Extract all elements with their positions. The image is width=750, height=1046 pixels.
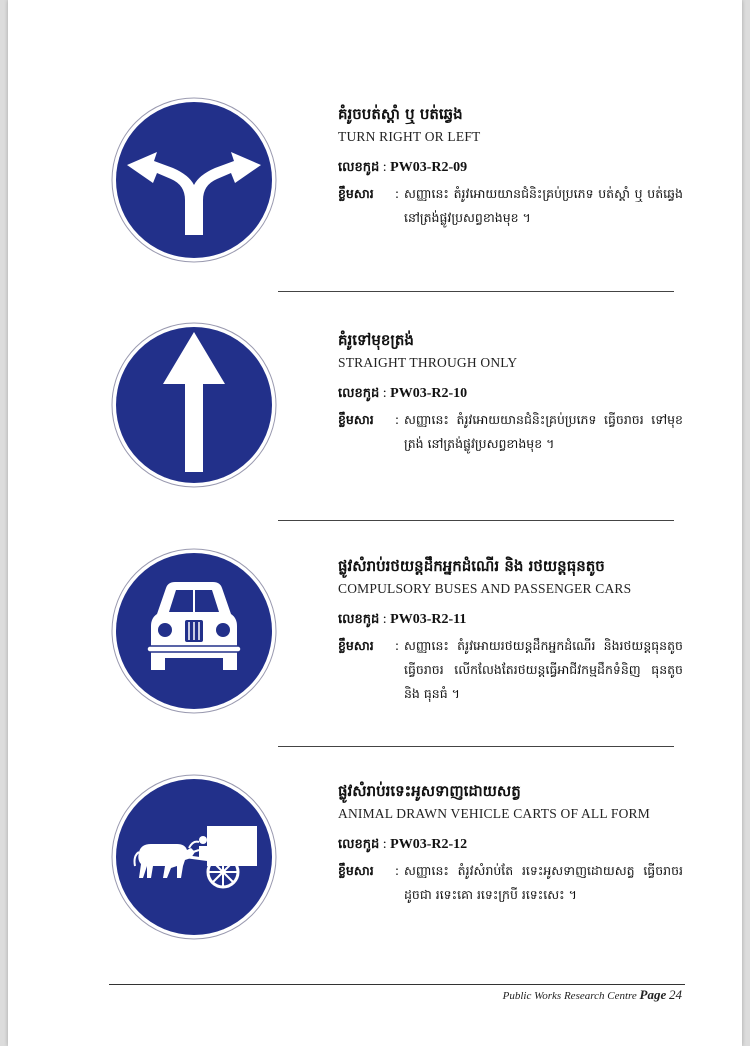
sign-code: PW03-R2-12 <box>390 837 468 852</box>
document-page <box>8 0 742 1046</box>
sign-title-khmer: ផ្លូវសំរាប់រថយន្តដឹកអ្នកដំណើរ និង រថយន្តធុនតូច <box>338 557 605 575</box>
sign-description: សញ្ញានេះ តំរូវសំរាប់តែ រទេះអូសទាញដោយសត្វ ធ្វើចរាចរ ដូចជា រទេះគោ រទេះក្របី រទេះសេះ ។ <box>404 863 683 902</box>
code-label: លេខកូដ <box>338 160 380 175</box>
sign-description-row: ខ្លឹមសារ : សញ្ញានេះ តំរូវសំរាប់តែ រទេះអូសទាញដោយសត្វ ធ្វើចរាចរ ដូចជា រទេះគោ រទេះក្របី រទេះសេះ ។ <box>338 859 683 907</box>
animal-cart-icon <box>111 774 277 940</box>
sign-description-row: ខ្លឹមសារ : សញ្ញានេះ តំរូវអោយយានជំនិះគ្រប់ប្រភេទ បត់ស្ដាំ ឬ បត់ឆ្វេង នៅត្រង់ផ្លូវប្រសព្វខាងមុខ ។ <box>338 182 683 230</box>
footer-page-label: Page <box>639 987 667 1002</box>
car-icon <box>111 548 277 714</box>
sign-description-row: ខ្លឹមសារ : សញ្ញានេះ តំរូវអោយរថយន្តដឹកអ្នកដំណើរ និងរថយន្តធុនតូចធ្វើចរាចរ លើកលែងតែរថយន្តធ្វើអាជីវកម្មដឹកទំនិញ ធុនតូច និង ធុនធំ ។ <box>338 634 683 706</box>
code-label: លេខកូដ <box>338 837 380 852</box>
sign-title-khmer: គំរូចបត់ស្ដាំ ឬ បត់ឆ្វេង <box>338 105 463 123</box>
sign-code: PW03-R2-10 <box>390 386 468 401</box>
divider <box>278 746 674 747</box>
footer-page-number: 24 <box>669 987 682 1002</box>
sign-description-row: ខ្លឹមសារ : សញ្ញានេះ តំរូវអោយយានជំនិះគ្រប់ប្រភេទ ធ្វើចរាចរ ទៅមុខត្រង់ នៅត្រង់ផ្លូវប្រសព្វខាងមុខ ។ <box>338 408 683 456</box>
description-label: ខ្លឹមសារ <box>338 638 374 653</box>
sign-title-khmer: គំរូទៅមុខត្រង់ <box>338 331 414 349</box>
sign-title-english: ANIMAL DRAWN VEHICLE CARTS OF ALL FORM <box>338 806 650 821</box>
turn-right-or-left-icon <box>111 97 277 263</box>
sign-code: PW03-R2-09 <box>390 160 468 175</box>
page-footer <box>503 987 682 1003</box>
divider <box>278 520 674 521</box>
sign-code-row: លេខកូដ : PW03-R2-11 <box>338 612 467 627</box>
sign-description: សញ្ញានេះ តំរូវអោយយានជំនិះគ្រប់ប្រភេទ ធ្វើចរាចរ ទៅមុខត្រង់ នៅត្រង់ផ្លូវប្រសព្វខាងមុខ ។ <box>404 412 683 451</box>
description-label: ខ្លឹមសារ <box>338 412 374 427</box>
footer-organization: Public Works Research Centre <box>502 990 637 1002</box>
code-label: លេខកូដ <box>338 612 380 627</box>
sign-title-english: TURN RIGHT OR LEFT <box>338 129 481 144</box>
sign-title-english: STRAIGHT THROUGH ONLY <box>338 355 518 370</box>
sign-title-english: COMPULSORY BUSES AND PASSENGER CARS <box>338 581 632 596</box>
footer-divider <box>109 984 685 985</box>
description-label: ខ្លឹមសារ <box>338 186 374 201</box>
sign-code-row: លេខកូដ : PW03-R2-12 <box>338 837 468 852</box>
code-label: លេខកូដ <box>338 386 380 401</box>
sign-code: PW03-R2-11 <box>390 612 467 627</box>
straight-arrow-icon <box>111 322 277 488</box>
sign-description: សញ្ញានេះ តំរូវអោយរថយន្តដឹកអ្នកដំណើរ និងរថយន្តធុនតូចធ្វើចរាចរ លើកលែងតែរថយន្តធ្វើអាជីវកម្មដឹកទំនិញ ធុនតូច និង ធុនធំ ។ <box>404 638 683 701</box>
description-label: ខ្លឹមសារ <box>338 863 374 878</box>
sign-title-khmer: ផ្លូវសំរាប់រទេះអូសទាញដោយសត្វ <box>338 782 521 800</box>
sign-code-row: លេខកូដ : PW03-R2-09 <box>338 160 468 175</box>
sign-code-row: លេខកូដ : PW03-R2-10 <box>338 386 468 401</box>
divider <box>278 291 674 292</box>
sign-description: សញ្ញានេះ តំរូវអោយយានជំនិះគ្រប់ប្រភេទ បត់ស្ដាំ ឬ បត់ឆ្វេង នៅត្រង់ផ្លូវប្រសព្វខាងមុខ ។ <box>404 186 683 225</box>
